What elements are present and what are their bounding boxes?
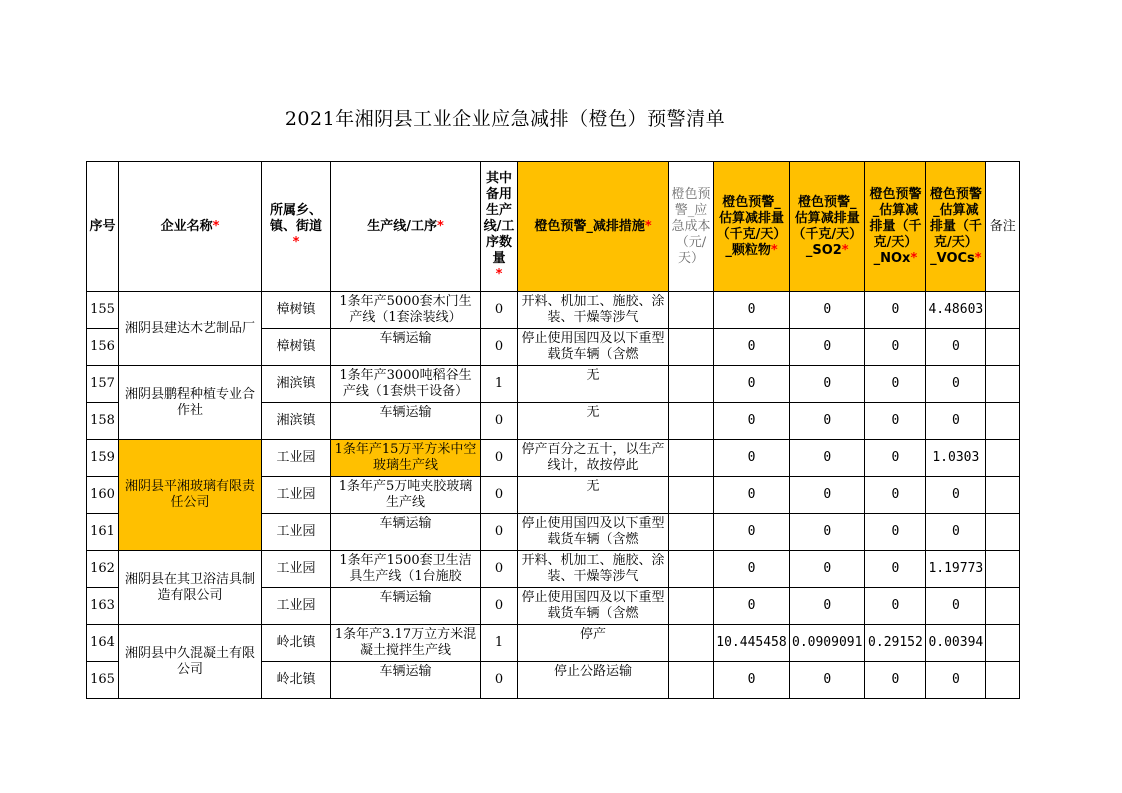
cell-line: 1条年产15万平方米中空玻璃生产线 [331,440,481,477]
cell-note [986,329,1020,366]
cell-vocs: 0 [926,662,986,699]
cell-nox: 0.29152 [865,625,926,662]
cell-company: 湘阴县鹏程种植专业合作社 [119,366,262,440]
header-nox: 橙色预警_估算减排量（千克/天）_NOx* [865,162,926,292]
cell-so2: 0 [790,551,865,588]
cell-town: 岭北镇 [262,662,331,699]
table-row [87,366,1020,403]
cell-seq: 159 [87,440,119,477]
cell-count: 0 [481,403,518,440]
cell-note [986,292,1020,329]
cell-town: 工业园 [262,588,331,625]
cell-town: 樟树镇 [262,292,331,329]
cell-nox: 0 [865,514,926,551]
cell-cost [669,551,714,588]
cell-seq: 155 [87,292,119,329]
cell-cost [669,440,714,477]
cell-nox: 0 [865,551,926,588]
table-row [87,625,1020,662]
cell-count: 0 [481,440,518,477]
cell-seq: 158 [87,403,119,440]
cell-nox: 0 [865,662,926,699]
cell-vocs: 0 [926,329,986,366]
cell-count: 0 [481,551,518,588]
cell-cost [669,625,714,662]
cell-note [986,551,1020,588]
cell-nox: 0 [865,403,926,440]
cell-measure: 停产 [518,625,669,662]
cell-seq: 163 [87,588,119,625]
cell-company: 湘阴县平湘玻璃有限责任公司 [119,440,262,551]
cell-measure: 开料、机加工、施胶、涂装、干燥等涉气 [518,292,669,329]
cell-nox: 0 [865,588,926,625]
cell-so2: 0 [790,440,865,477]
cell-town: 工业园 [262,477,331,514]
cell-vocs: 0 [926,366,986,403]
cell-vocs: 0 [926,588,986,625]
cell-note [986,440,1020,477]
cell-cost [669,366,714,403]
header-pm: 橙色预警_估算减排量（千克/天）_颗粒物* [714,162,790,292]
cell-town: 工业园 [262,440,331,477]
cell-pm: 0 [714,403,790,440]
header-line: 生产线/工序* [331,162,481,292]
cell-note [986,514,1020,551]
cell-count: 0 [481,329,518,366]
cell-line: 1条年产3000吨稻谷生产线（1套烘干设备） [331,366,481,403]
cell-cost [669,477,714,514]
cell-measure: 开料、机加工、施胶、涂装、干燥等涉气 [518,551,669,588]
cell-line: 车辆运输 [331,662,481,699]
cell-vocs: 1.19773 [926,551,986,588]
cell-vocs: 0 [926,477,986,514]
cell-count: 0 [481,588,518,625]
cell-cost [669,514,714,551]
cell-pm: 0 [714,477,790,514]
cell-cost [669,329,714,366]
cell-so2: 0 [790,662,865,699]
cell-pm: 0 [714,662,790,699]
cell-note [986,403,1020,440]
header-row [87,162,1020,292]
table-row [87,551,1020,588]
cell-measure: 停止使用国四及以下重型载货车辆（含燃 [518,588,669,625]
cell-note [986,477,1020,514]
cell-town: 湘滨镇 [262,366,331,403]
cell-seq: 156 [87,329,119,366]
cell-note [986,662,1020,699]
cell-vocs: 1.0303 [926,440,986,477]
cell-cost [669,662,714,699]
cell-town: 工业园 [262,551,331,588]
cell-so2: 0 [790,329,865,366]
header-note: 备注 [986,162,1020,292]
header-seq: 序号 [87,162,119,292]
cell-nox: 0 [865,292,926,329]
cell-line: 车辆运输 [331,329,481,366]
cell-note [986,588,1020,625]
cell-seq: 161 [87,514,119,551]
cell-vocs: 4.48603 [926,292,986,329]
cell-count: 0 [481,514,518,551]
header-vocs: 橙色预警_估算减排量（千克/天）_VOCs* [926,162,986,292]
cell-count: 1 [481,366,518,403]
page-title: 2021年湘阴县工业企业应急减排（橙色）预警清单 [284,108,726,130]
cell-town: 工业园 [262,514,331,551]
header-so2: 橙色预警_估算减排量（千克/天）_SO2* [790,162,865,292]
cell-measure: 停止公路运输 [518,662,669,699]
cell-seq: 160 [87,477,119,514]
cell-so2: 0 [790,477,865,514]
cell-seq: 157 [87,366,119,403]
cell-vocs: 0.00394 [926,625,986,662]
cell-town: 岭北镇 [262,625,331,662]
header-count: 其中备用生产线/工序数量 * [481,162,518,292]
cell-line: 1条年产1500套卫生洁具生产线（1台施胶 [331,551,481,588]
cell-note [986,625,1020,662]
table-row [87,292,1020,329]
cell-measure: 无 [518,366,669,403]
cell-measure: 停止使用国四及以下重型载货车辆（含燃 [518,329,669,366]
header-town: 所属乡、镇、街道 * [262,162,331,292]
cell-count: 0 [481,662,518,699]
cell-seq: 165 [87,662,119,699]
cell-count: 1 [481,625,518,662]
table-row [87,440,1020,477]
cell-company: 湘阴县在其卫浴洁具制造有限公司 [119,551,262,625]
cell-so2: 0.0909091 [790,625,865,662]
cell-seq: 162 [87,551,119,588]
cell-so2: 0 [790,366,865,403]
cell-nox: 0 [865,440,926,477]
cell-seq: 164 [87,625,119,662]
cell-so2: 0 [790,403,865,440]
header-company: 企业名称* [119,162,262,292]
cell-line: 车辆运输 [331,588,481,625]
cell-pm: 0 [714,551,790,588]
cell-company: 湘阴县建达木艺制品厂 [119,292,262,366]
header-cost: 橙色预警_应急成本（元/天） [669,162,714,292]
cell-cost [669,403,714,440]
cell-line: 1条年产5000套木门生产线（1套涂装线） [331,292,481,329]
cell-pm: 0 [714,514,790,551]
cell-cost [669,292,714,329]
cell-nox: 0 [865,329,926,366]
cell-note [986,366,1020,403]
cell-count: 0 [481,477,518,514]
cell-cost [669,588,714,625]
cell-town: 樟树镇 [262,329,331,366]
cell-pm: 0 [714,588,790,625]
table-body [87,292,1020,699]
emission-table [86,161,1020,699]
cell-so2: 0 [790,588,865,625]
cell-pm: 10.445458 [714,625,790,662]
cell-vocs: 0 [926,514,986,551]
cell-so2: 0 [790,292,865,329]
cell-count: 0 [481,292,518,329]
cell-line: 车辆运输 [331,514,481,551]
cell-town: 湘滨镇 [262,403,331,440]
cell-measure: 无 [518,477,669,514]
cell-nox: 0 [865,366,926,403]
cell-nox: 0 [865,477,926,514]
cell-pm: 0 [714,440,790,477]
cell-pm: 0 [714,292,790,329]
cell-measure: 停止使用国四及以下重型载货车辆（含燃 [518,514,669,551]
cell-line: 1条年产5万吨夹胶玻璃生产线 [331,477,481,514]
header-measure: 橙色预警_减排措施* [518,162,669,292]
cell-line: 1条年产3.17万立方米混凝土搅拌生产线 [331,625,481,662]
cell-line: 车辆运输 [331,403,481,440]
cell-pm: 0 [714,329,790,366]
cell-company: 湘阴县中久混凝土有限公司 [119,625,262,699]
cell-measure: 停产百分之五十，以生产线计，故按停此 [518,440,669,477]
cell-pm: 0 [714,366,790,403]
cell-measure: 无 [518,403,669,440]
cell-so2: 0 [790,514,865,551]
cell-vocs: 0 [926,403,986,440]
